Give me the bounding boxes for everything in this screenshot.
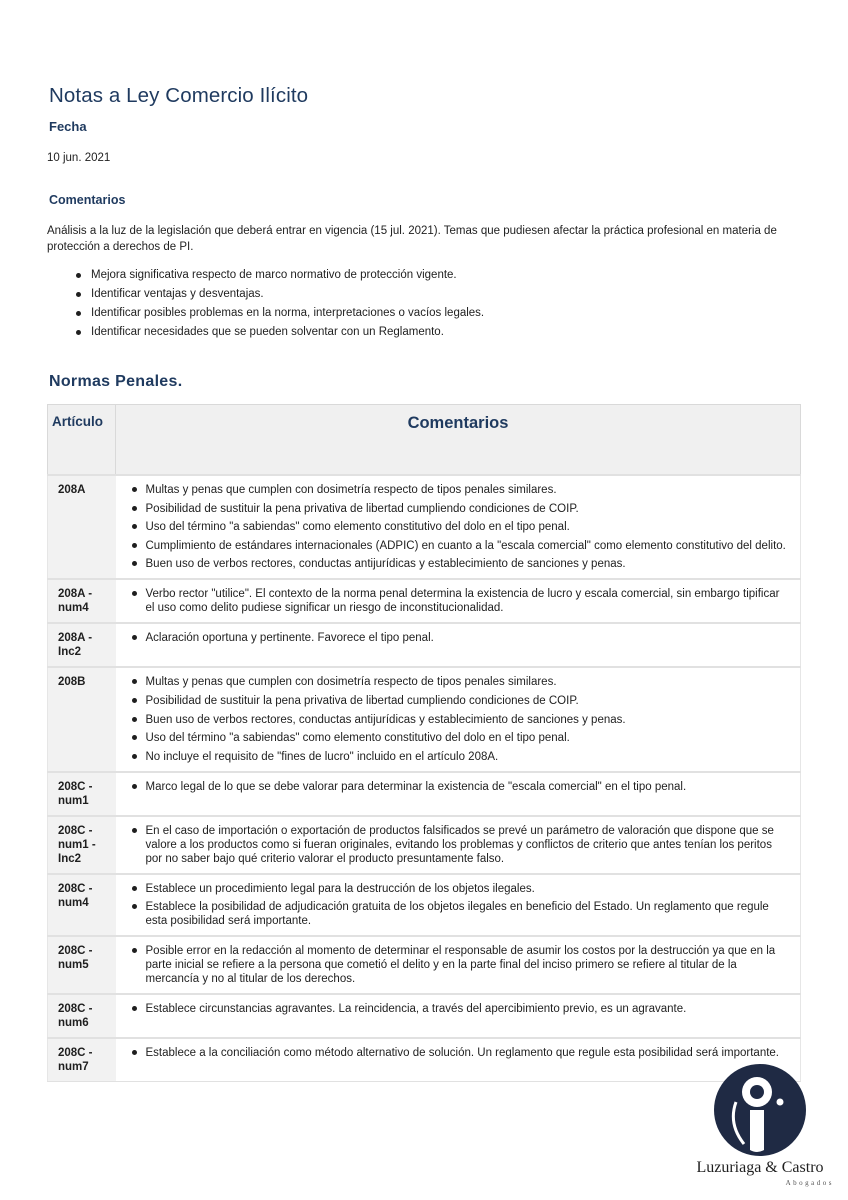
logo-mark-icon bbox=[710, 1062, 810, 1158]
comments-list bbox=[132, 587, 787, 615]
article-cell: 208B bbox=[48, 667, 116, 771]
comment-item: Cumplimiento de estándares internacionales (ADPIC) en cuanto a la "escala comercial" como elemento constitutivo del delito. bbox=[132, 539, 787, 553]
comment-item: Posible error en la redacción al momento de determinar el responsable de asumir los costos por la destrucción ya que en la parte inicial se refiere a la persona que cometió el delito y en la parte final del inciso primero se refiere al titular de la mercancía y no al titular de los derechos. bbox=[132, 944, 787, 986]
table-row bbox=[48, 994, 801, 1038]
comment-item: Uso del término "a sabiendas" como elemento constitutivo del dolo en el tipo penal. bbox=[132, 731, 787, 745]
article-cell: 208C - num7 bbox=[48, 1038, 116, 1082]
article-cell: 208A - num4 bbox=[48, 579, 116, 623]
comments-cell bbox=[116, 816, 801, 874]
table-body bbox=[48, 475, 801, 1082]
comments-list bbox=[132, 882, 787, 929]
comment-item: Establece a la conciliación como método alternativo de solución. Un reglamento que regule esta posibilidad será importante. bbox=[132, 1046, 787, 1060]
comment-item: Marco legal de lo que se debe valorar para determinar la existencia de "escala comercial" en el tipo penal. bbox=[132, 780, 787, 794]
date-label: Fecha bbox=[49, 119, 87, 134]
comments-list bbox=[132, 1002, 787, 1016]
comments-cell bbox=[116, 936, 801, 994]
comment-item: Establece circunstancias agravantes. La reincidencia, a través del apercibimiento previo, es un agravante. bbox=[132, 1002, 787, 1016]
objective-item: Identificar posibles problemas en la norma, interpretaciones o vacíos legales. bbox=[76, 304, 796, 323]
comment-item: Uso del término "a sabiendas" como elemento constitutivo del dolo en el tipo penal. bbox=[132, 520, 787, 534]
header-comentarios: Comentarios bbox=[116, 405, 801, 476]
table-row bbox=[48, 874, 801, 937]
comments-list bbox=[132, 675, 787, 763]
table-header-row bbox=[48, 405, 801, 476]
comments-list bbox=[132, 1046, 787, 1060]
table-row bbox=[48, 475, 801, 579]
article-cell: 208C - num5 bbox=[48, 936, 116, 994]
comments-cell bbox=[116, 874, 801, 937]
header-articulo: Artículo bbox=[48, 405, 116, 476]
table-row bbox=[48, 579, 801, 623]
comment-item: Verbo rector "utilice". El contexto de la norma penal determina la existencia de lucro y escala comercial, sin embargo tipificar el uso como delito pudiese significar un riesgo de inconstitucionalidad. bbox=[132, 587, 787, 615]
comment-item: Multas y penas que cumplen con dosimetría respecto de tipos penales similares. bbox=[132, 483, 787, 497]
logo-name: Luzuriaga & Castro bbox=[696, 1159, 824, 1176]
article-cell: 208C - num6 bbox=[48, 994, 116, 1038]
comment-item: Establece la posibilidad de adjudicación gratuita de los objetos ilegales en beneficio del Estado. Un reglamento que regule esta posibilidad será importante. bbox=[132, 900, 787, 928]
objectives-list bbox=[76, 266, 796, 342]
objective-item: Identificar ventajas y desventajas. bbox=[76, 285, 796, 304]
date-value: 10 jun. 2021 bbox=[47, 152, 111, 164]
comments-cell bbox=[116, 772, 801, 816]
comment-item: Multas y penas que cumplen con dosimetría respecto de tipos penales similares. bbox=[132, 675, 787, 689]
firm-logo bbox=[686, 1062, 834, 1192]
comment-item: Aclaración oportuna y pertinente. Favorece el tipo penal. bbox=[132, 631, 787, 645]
page-title: Notas a Ley Comercio Ilícito bbox=[49, 84, 309, 107]
comment-item: Buen uso de verbos rectores, conductas antijurídicas y establecimiento de sanciones y penas. bbox=[132, 713, 787, 727]
comments-list bbox=[132, 631, 787, 645]
comments-list bbox=[132, 483, 787, 571]
comments-list bbox=[132, 944, 787, 986]
comment-item: Establece un procedimiento legal para la destrucción de los objetos ilegales. bbox=[132, 882, 787, 896]
comments-list bbox=[132, 824, 787, 866]
comment-item: Buen uso de verbos rectores, conductas antijurídicas y establecimiento de sanciones y penas. bbox=[132, 557, 787, 571]
article-cell: 208A bbox=[48, 475, 116, 579]
norms-table bbox=[47, 404, 801, 1082]
comments-cell bbox=[116, 667, 801, 771]
comments-list bbox=[132, 780, 787, 794]
comment-item: No incluye el requisito de "fines de lucro" incluido en el artículo 208A. bbox=[132, 750, 787, 764]
objective-item: Mejora significativa respecto de marco normativo de protección vigente. bbox=[76, 266, 796, 285]
article-cell: 208C - num1 bbox=[48, 772, 116, 816]
comments-cell bbox=[116, 994, 801, 1038]
comments-label: Comentarios bbox=[49, 193, 126, 207]
table-row bbox=[48, 936, 801, 994]
section-title: Normas Penales. bbox=[49, 373, 183, 390]
comments-cell bbox=[116, 579, 801, 623]
table-row bbox=[48, 816, 801, 874]
logo-tagline: Abogados bbox=[785, 1179, 834, 1187]
comment-item: Posibilidad de sustituir la pena privativa de libertad cumpliendo condiciones de COIP. bbox=[132, 502, 787, 516]
comments-cell bbox=[116, 475, 801, 579]
comment-item: Posibilidad de sustituir la pena privativa de libertad cumpliendo condiciones de COIP. bbox=[132, 694, 787, 708]
article-cell: 208C - num4 bbox=[48, 874, 116, 937]
article-cell: 208C - num1 - Inc2 bbox=[48, 816, 116, 874]
table-row bbox=[48, 667, 801, 771]
objective-item: Identificar necesidades que se pueden solventar con un Reglamento. bbox=[76, 323, 796, 342]
comments-cell bbox=[116, 623, 801, 667]
table-row bbox=[48, 772, 801, 816]
intro-paragraph: Análisis a la luz de la legislación que deberá entrar en vigencia (15 jul. 2021). Temas que pudiesen afectar la práctica profesional en materia de protección a derechos de PI. bbox=[47, 225, 777, 253]
article-cell: 208A - Inc2 bbox=[48, 623, 116, 667]
table-row bbox=[48, 623, 801, 667]
comment-item: En el caso de importación o exportación de productos falsificados se prevé un parámetro de valoración que dispone que se valore a los productos como si fueran originales, evitando los problemas y conflictos de criterio que antes tenían los peritos por no saber bajo qué criterio valorar el producto presuntamente falso. bbox=[132, 824, 787, 866]
